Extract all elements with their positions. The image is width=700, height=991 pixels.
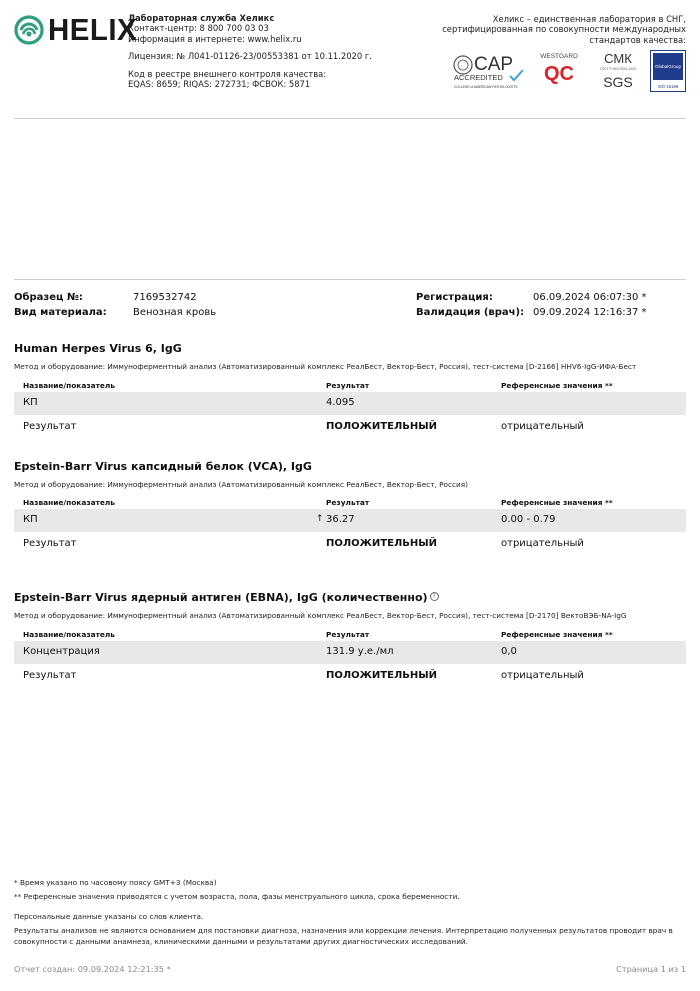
license-info: Лицензия: № Л041-01126-23/00553381 от 10.11.2020 г. — [128, 51, 372, 62]
row-name: Концентрация — [23, 646, 100, 657]
validation-value: 09.09.2024 12:16:37 * — [533, 307, 647, 318]
column-result-header: Результат — [326, 630, 370, 639]
iso-standard-text: ISO 15189 — [657, 84, 679, 89]
row-name: Результат — [23, 421, 77, 432]
cert-line: Хеликс – единственная лаборатория в СНГ, — [492, 14, 686, 24]
contact-center: Контакт-центр: 8 800 700 03 03 — [128, 23, 269, 34]
row-result: ПОЛОЖИТЕЛЬНЫЙ — [326, 670, 437, 681]
registry-codes: EQAS: 8659; RIQAS: 272731; ФСВОК: 5871 — [128, 79, 311, 90]
validation-label: Валидация (врач): — [416, 307, 525, 318]
cap-college-text: COLLEGE of AMERICAN PATHOLOGISTS — [454, 85, 518, 89]
column-name-header: Название/показатель — [23, 630, 115, 639]
smk-standard-text: ГОСТ Р ИСО 9001-2015 — [600, 67, 636, 71]
sample-number: 7169532742 — [133, 292, 197, 303]
westgard-text: WESTGARD — [540, 53, 578, 60]
section-method: Метод и оборудование: Иммуноферментный анализ (Автоматизированный комплекс РеалБест, Вектор-Бест, Россия), тест-система [D-2166] HHV6-IgG-ИФА-Бест — [14, 362, 637, 371]
section-method: Метод и оборудование: Иммуноферментный анализ (Автоматизированный комплекс РеалБест, Вектор-Бест, Россия), тест-система [D-2170] ВектоВЭБ-NA-IgG — [14, 611, 627, 620]
timezone-footnote: * Время указано по часовому поясу GMT+3 (Москва) — [14, 878, 217, 887]
column-name-header: Название/показатель — [23, 498, 115, 507]
table-row — [14, 665, 686, 688]
row-result: 4.095 — [326, 397, 355, 408]
sgs-text: SGS — [603, 74, 633, 90]
section-title: Human Herpes Virus 6, IgG — [14, 342, 182, 355]
info-divider — [14, 279, 686, 280]
helix-swirl-icon — [14, 15, 44, 45]
section-title: Epstein-Barr Virus капсидный белок (VCA), IgG — [14, 460, 312, 473]
row-result: ПОЛОЖИТЕЛЬНЫЙ — [326, 538, 437, 549]
report-created-timestamp: Отчет создан: 09.09.2024 12:21:35 * — [14, 964, 171, 974]
row-name: Результат — [23, 538, 77, 549]
column-result-header: Результат — [326, 498, 370, 507]
smk-sgs-badge — [598, 50, 638, 94]
table-header — [14, 627, 686, 641]
cap-text: CAP — [474, 54, 514, 75]
row-name: КП — [23, 514, 38, 525]
help-icon[interactable]: ? — [430, 592, 439, 601]
material-value: Венозная кровь — [133, 307, 217, 318]
cert-line: сертифицированная по совокупности международных — [442, 24, 686, 35]
certification-text — [426, 14, 686, 45]
table-row — [14, 533, 686, 556]
westgard-qc-badge — [538, 50, 580, 88]
logo-wordmark: HELIX — [48, 12, 138, 47]
material-label: Вид материала: — [14, 307, 107, 318]
table-header — [14, 495, 686, 509]
registry-label: Код в реестре внешнего контроля качества: — [128, 68, 327, 79]
table-row — [14, 509, 686, 532]
lab-name: Лабораторная служба Хеликс — [128, 13, 275, 23]
table-row — [14, 641, 686, 664]
iso-15189-badge — [650, 50, 686, 92]
cap-accredited-badge — [452, 50, 532, 94]
report-header — [0, 0, 700, 120]
website-info: Информация в интернете: www.helix.ru — [128, 33, 302, 44]
qc-text: QC — [544, 63, 574, 85]
row-reference: отрицательный — [501, 670, 584, 681]
row-reference: отрицательный — [501, 421, 584, 432]
section-title: Epstein-Barr Virus ядерный антиген (EBNA), IgG (количественно) — [14, 591, 428, 604]
iso-group-text: GlobalGroup — [654, 64, 682, 69]
column-result-header: Результат — [326, 381, 370, 390]
registration-value: 06.09.2024 06:07:30 * — [533, 292, 647, 303]
column-name-header: Название/показатель — [23, 381, 115, 390]
row-result: 131.9 у.е./мл — [326, 646, 394, 657]
row-result: 36.27 — [326, 514, 355, 525]
helix-logo — [14, 12, 142, 48]
certification-badges — [452, 50, 692, 95]
personal-data-note: Персональные данные указаны со слов клиента. — [14, 912, 204, 921]
registration-label: Регистрация: — [416, 292, 493, 303]
table-header — [14, 378, 686, 392]
smk-text: СМК — [604, 51, 632, 66]
table-row — [14, 416, 686, 439]
lab-info — [128, 13, 372, 89]
cap-accredited-text: ACCREDITED — [454, 73, 503, 82]
disclaimer-text: Результаты анализов не являются основанием для постановки диагноза, назначения или коррекции лечения. Интерпретацию полученных результатов проводит врач в совокупности с данными анамнеза, клиническими данными и результатами других диагностических исследований. — [14, 926, 673, 947]
row-name: Результат — [23, 670, 77, 681]
reference-footnote: ** Референсные значения приводятся с учетом возраста, пола, фазы менструального цикла, срока беременности. — [14, 892, 460, 901]
cert-line: стандартов качества: — [589, 34, 686, 45]
row-reference: 0,0 — [501, 646, 517, 657]
header-divider — [14, 118, 686, 119]
page-number: Страница 1 из 1 — [616, 964, 686, 974]
section-method: Метод и оборудование: Иммуноферментный анализ (Автоматизированный комплекс РеалБест, Вектор-Бест, Россия) — [14, 480, 468, 489]
row-name: КП — [23, 397, 38, 408]
row-reference: 0.00 - 0.79 — [501, 514, 556, 525]
column-reference-header: Референсные значения ** — [501, 381, 613, 390]
column-reference-header: Референсные значения ** — [501, 498, 613, 507]
section-title-wrap — [14, 591, 439, 604]
column-reference-header: Референсные значения ** — [501, 630, 613, 639]
row-reference: отрицательный — [501, 538, 584, 549]
elevated-arrow-icon: ↑ — [316, 514, 324, 524]
table-row — [14, 392, 686, 415]
sample-number-label: Образец №: — [14, 292, 83, 303]
row-result: ПОЛОЖИТЕЛЬНЫЙ — [326, 421, 437, 432]
